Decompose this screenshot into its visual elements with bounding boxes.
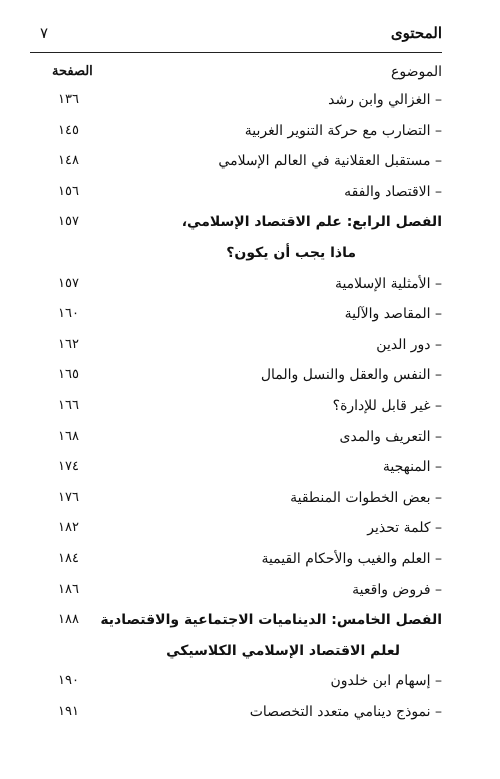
toc-entry-title: – الاقتصاد والفقه xyxy=(344,183,442,200)
toc-entry xyxy=(52,551,442,582)
table-of-contents xyxy=(52,92,442,734)
header-rule xyxy=(30,52,442,53)
toc-entry-page: ١٩١ xyxy=(58,703,79,719)
toc-entry-page: ١٧٤ xyxy=(58,459,79,475)
toc-entry-page: ١٥٦ xyxy=(58,183,79,199)
toc-entry xyxy=(52,398,442,429)
toc-entry-page: ١٨٦ xyxy=(58,581,79,597)
toc-entry-page: ١٧٦ xyxy=(58,489,79,505)
page-column-header: الصفحة xyxy=(52,64,93,79)
toc-entry-title: – دور الدين xyxy=(376,336,442,353)
toc-entry xyxy=(52,459,442,490)
chapter-title-line-2: ماذا يجب أن يكون؟ xyxy=(226,244,356,261)
toc-entry-title: – غير قابل للإدارة؟ xyxy=(332,397,442,414)
toc-entry-page: ١٦٠ xyxy=(58,306,79,322)
toc-entry-title: – كلمة تحذير xyxy=(367,520,442,537)
toc-entry xyxy=(52,490,442,521)
toc-chapter-heading xyxy=(52,214,442,245)
column-headers xyxy=(52,62,442,86)
toc-entry xyxy=(52,337,442,368)
toc-entry-title: – المقاصد والآلية xyxy=(344,306,442,323)
toc-entry-page: ١٤٨ xyxy=(58,153,79,169)
toc-entry-page: ١٥٧ xyxy=(58,214,79,230)
toc-entry-page: ١٥٧ xyxy=(58,275,79,291)
toc-entry xyxy=(52,673,442,704)
toc-chapter-heading-continued xyxy=(52,643,442,674)
toc-entry-title: – التعريف والمدى xyxy=(339,428,442,445)
toc-entry-title: – المنهجية xyxy=(382,459,442,476)
toc-entry xyxy=(52,582,442,613)
toc-entry xyxy=(52,276,442,307)
chapter-title: الفصل الرابع: علم الاقتصاد الإسلامي، xyxy=(181,214,442,231)
toc-entry-page: ١٦٨ xyxy=(58,428,79,444)
toc-entry xyxy=(52,520,442,551)
toc-entry-title: – نموذج دينامي متعدد التخصصات xyxy=(249,703,442,720)
toc-chapter-heading xyxy=(52,612,442,643)
chapter-title-line-2: لعلم الاقتصاد الإسلامي الكلاسيكي xyxy=(166,642,400,659)
toc-entry-page: ١٦٦ xyxy=(58,397,79,413)
toc-entry-title: – الغزالي وابن رشد xyxy=(328,92,442,108)
toc-entry-page: ١٨٨ xyxy=(58,612,79,628)
toc-entry-page: ١٤٥ xyxy=(58,122,79,138)
toc-entry xyxy=(52,184,442,215)
toc-entry-title: – إسهام ابن خلدون xyxy=(330,673,442,690)
toc-entry-title: – فروض واقعية xyxy=(352,581,442,598)
toc-entry xyxy=(52,704,442,735)
toc-entry xyxy=(52,123,442,154)
page-number: ٧ xyxy=(40,24,49,42)
toc-entry-page: ١٩٠ xyxy=(58,673,79,689)
toc-entry-page: ١٨٢ xyxy=(58,520,79,536)
toc-chapter-heading-continued xyxy=(52,245,442,276)
toc-entry-title: – النفس والعقل والنسل والمال xyxy=(260,367,442,384)
toc-entry-page: ١٨٤ xyxy=(58,550,79,566)
toc-entry-title: – بعض الخطوات المنطقية xyxy=(290,489,442,506)
toc-entry-title: – مستقبل العقلانية في العالم الإسلامي xyxy=(218,153,442,170)
toc-entry-page: ١٦٥ xyxy=(58,367,79,383)
page-header xyxy=(40,20,442,50)
toc-entry xyxy=(52,92,442,123)
toc-entry-title: – العلم والغيب والأحكام القيمية xyxy=(261,550,442,567)
running-title: المحتوى xyxy=(390,24,442,42)
toc-entry xyxy=(52,429,442,460)
toc-entry-page: ١٣٦ xyxy=(58,92,79,107)
toc-entry xyxy=(52,153,442,184)
topic-column-header: الموضوع xyxy=(391,64,442,80)
toc-entry-page: ١٦٢ xyxy=(58,336,79,352)
toc-entry xyxy=(52,367,442,398)
chapter-title: الفصل الخامس: الديناميات الاجتماعية والاقتصادية xyxy=(100,612,442,629)
toc-entry-title: – التضارب مع حركة التنوير الغربية xyxy=(244,122,442,139)
toc-entry-title: – الأمثلية الإسلامية xyxy=(334,275,442,292)
toc-entry xyxy=(52,306,442,337)
